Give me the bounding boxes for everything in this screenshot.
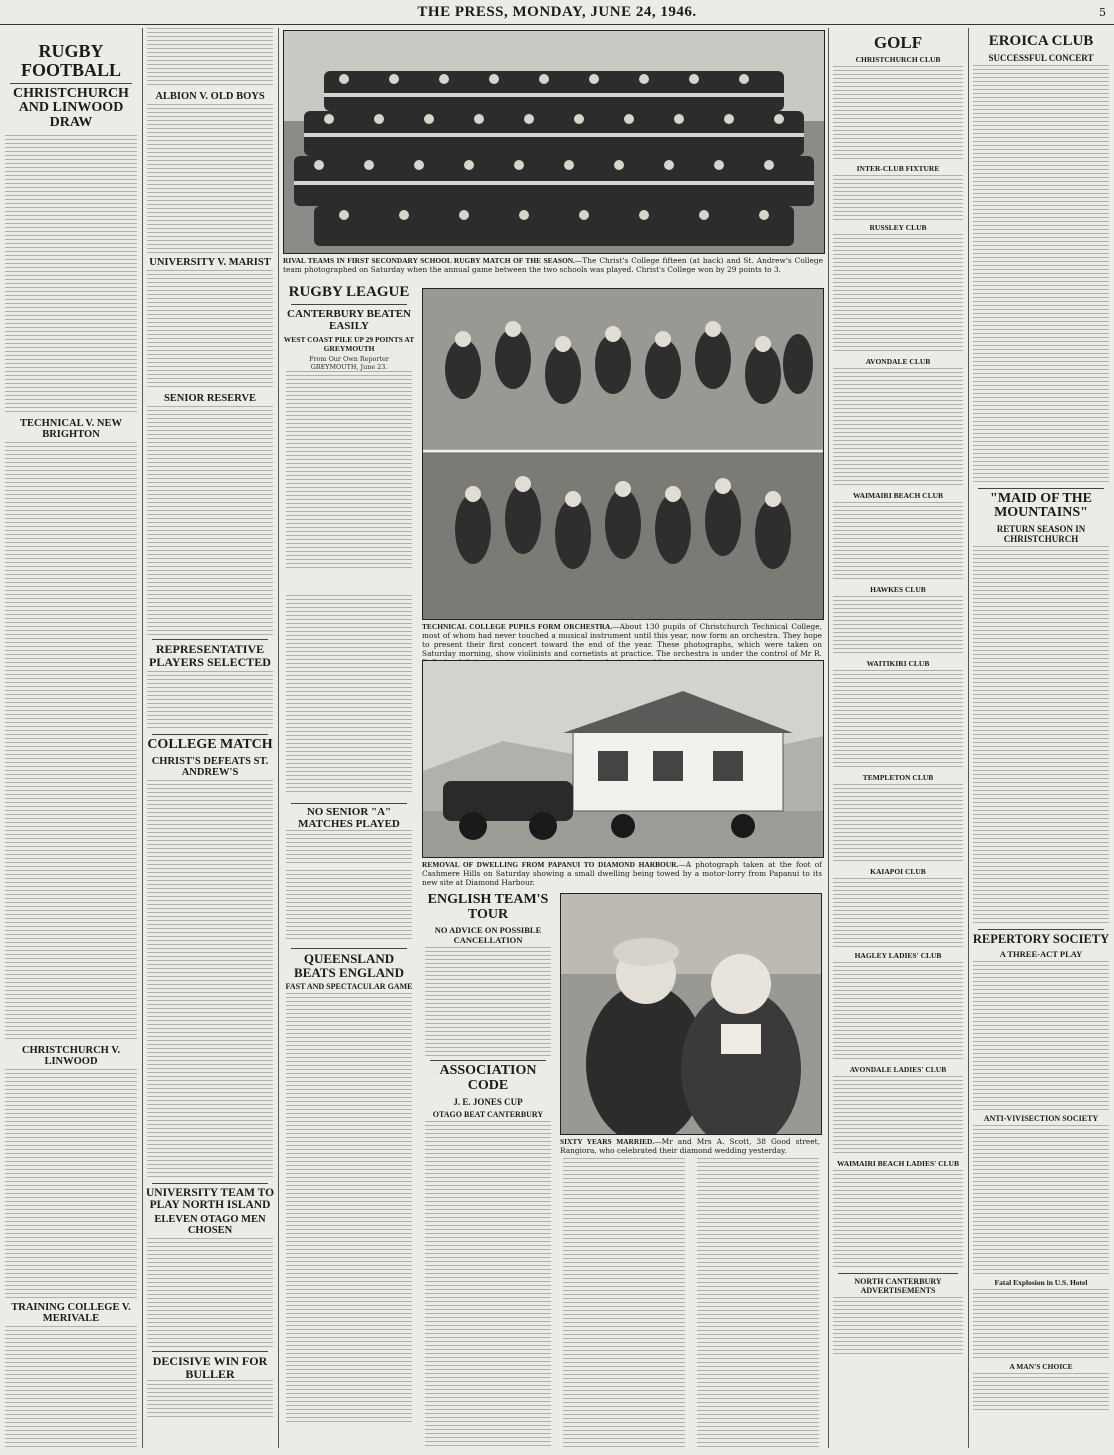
article-text: [973, 1289, 1109, 1359]
subheading: TRAINING COLLEGE V. MERIVALE: [11, 1301, 131, 1324]
divider: [291, 948, 407, 949]
divider: [430, 1060, 546, 1061]
caption-lead: RIVAL TEAMS IN FIRST SECONDARY SCHOOL RUGBY MATCH OF THE SEASON.: [283, 256, 575, 265]
subheading: Fatal Explosion in U.S. Hotel: [994, 1278, 1088, 1288]
article-text: [147, 28, 273, 88]
divider: [291, 304, 407, 305]
article-text: [5, 135, 137, 415]
caption-text: —A photograph taken at the foot of Cashmere Hills on Saturday showing a small dwelling being towed by a motor-lorry from Papanui to its new site at Diamond Harbour.: [422, 860, 822, 887]
subheading: J. E. JONES CUP: [453, 1096, 523, 1107]
rugby-league-heading: RUGBY LEAGUE: [288, 285, 410, 300]
article-text: [973, 961, 1109, 1111]
article-text: [833, 1297, 963, 1357]
article-text: [833, 962, 963, 1062]
article-text: [563, 1158, 685, 1448]
university-team-heading: UNIVERSITY TEAM TO PLAY NORTH ISLAND: [145, 1186, 275, 1211]
subheading: A THREE-ACT PLAY: [999, 949, 1083, 960]
rugby-league-article: [283, 285, 415, 590]
subheading: SENIOR RESERVE: [163, 393, 257, 404]
subheading: CANTERBURY BEATEN EASILY: [287, 307, 411, 332]
subheading: ELEVEN OTAGO MEN CHOSEN: [154, 1214, 266, 1236]
diamond-wedding-image: [561, 894, 821, 1134]
column-rule: [828, 28, 829, 1448]
column-rule: [968, 28, 969, 1448]
subheading: FAST AND SPECTACULAR GAME: [285, 982, 413, 992]
article-text: [833, 596, 963, 656]
rugby-teams-photo: [283, 30, 825, 254]
subheading: CHRISTCHURCH CLUB: [855, 54, 941, 64]
christchurch-linwood-heading: CHRISTCHURCH AND LINWOOD DRAW: [13, 85, 129, 131]
subheading: ALBION V. OLD BOYS: [155, 91, 265, 102]
subheading: NORTH CANTERBURY ADVERTISEMENTS: [854, 1276, 942, 1295]
article-text: [286, 870, 412, 940]
subheading: NO ADVICE ON POSSIBLE CANCELLATION: [434, 925, 542, 946]
no-senior-article: [283, 800, 415, 860]
divider: [152, 1183, 268, 1184]
english-team-heading: ENGLISH TEAM'S TOUR: [427, 893, 549, 922]
subheading: UNIVERSITY V. MARIST: [149, 257, 271, 268]
representative-players-heading: REPRESENTATIVE PLAYERS SELECTED: [149, 642, 271, 669]
divider: [152, 1351, 268, 1352]
article-text: [833, 784, 963, 864]
newspaper-title: THE PRESS, MONDAY, JUNE 24, 1946.: [417, 4, 697, 20]
association-continued: [560, 1158, 688, 1448]
eroica-club-heading: EROICA CLUB: [988, 33, 1094, 49]
article-text: [833, 234, 963, 354]
dateline: From Our Own Reporter GREYMOUTH, June 23.: [309, 354, 389, 371]
article-text: [697, 1158, 819, 1448]
article-text: [833, 368, 963, 488]
caption-text: —The Christ's College fifteen (at back) and St. Andrew's College team photographed on Saturday when the annual game between the two schools was played. Christ's College won by 29 points to 3.: [283, 256, 823, 274]
diamond-wedding-caption: [560, 1137, 820, 1155]
divider: [10, 83, 132, 84]
article-text: [833, 1076, 963, 1156]
article-text: [833, 670, 963, 770]
association-continued-2: [694, 1158, 822, 1448]
article-text: [425, 947, 551, 1057]
column-rule: [142, 28, 143, 1448]
caption-text: —About 130 pupils of Christchurch Technical College, most of whom had never touched a musical instrument until this year, now form an orchestra. They hope to present their first concert toward the end of the year. These photographs, which were taken on Saturday morning, show violinists and cornetists at practice. The orchestra is under the control of Mr R.: [422, 622, 822, 658]
subheading: RUSSLEY CLUB: [869, 222, 927, 232]
college-match-heading: COLLEGE MATCH: [147, 737, 273, 753]
subheading: A MAN'S CHOICE: [1009, 1362, 1073, 1372]
article-text: [286, 371, 412, 571]
english-team-article: [422, 893, 554, 1448]
caption-lead: REMOVAL OF DWELLING FROM PAPANUI TO DIAMOND HARBOUR.: [422, 860, 679, 869]
house-removal-image: [423, 661, 823, 857]
subheading: AVONDALE CLUB: [865, 356, 931, 366]
orchestra-photo: [422, 288, 824, 620]
subheading: CHRIST'S DEFEATS ST. ANDREW'S: [151, 755, 269, 778]
subheading: TECHNICAL V. NEW BRIGHTON: [19, 417, 123, 440]
article-text: [286, 993, 412, 1423]
rugby-heading: RUGBY FOOTBALL: [20, 41, 122, 80]
column-right: [970, 28, 1112, 1448]
article-text: [833, 1170, 963, 1270]
rugby-teams-image: [284, 31, 824, 253]
subheading: HAGLEY LADIES' CLUB: [854, 950, 942, 960]
article-text: [973, 65, 1109, 485]
subheading: WAIMAIRI BEACH LADIES' CLUB: [837, 1158, 959, 1168]
subheading: TEMPLETON CLUB: [862, 772, 934, 782]
buller-heading: DECISIVE WIN FOR BULLER: [152, 1354, 268, 1381]
article-text: [425, 1121, 551, 1448]
article-text: [833, 502, 963, 582]
rugby-league-continued: [283, 595, 415, 795]
subheading: WAIMAIRI BEACH CLUB: [852, 490, 943, 500]
article-text: [5, 442, 137, 1042]
article-text: [147, 104, 273, 254]
subheading: AVONDALE LADIES' CLUB: [849, 1064, 947, 1074]
article-text: [973, 1125, 1109, 1275]
article-text: [286, 830, 412, 866]
column-rule: [278, 28, 279, 1448]
caption-lead: TECHNICAL COLLEGE PUPILS FORM ORCHESTRA.: [422, 622, 613, 631]
subheading: SUCCESSFUL CONCERT: [988, 52, 1094, 63]
article-text: [147, 406, 273, 636]
caption-lead: SIXTY YEARS MARRIED.: [560, 1137, 655, 1146]
subheading: RETURN SEASON IN CHRISTCHURCH: [996, 524, 1086, 545]
rugby-photo-caption: [283, 256, 823, 274]
column-rugby-2: [144, 28, 276, 1448]
golf-heading: GOLF: [873, 33, 923, 52]
repertory-society-heading: REPERTORY SOCIETY: [972, 932, 1110, 947]
orchestra-image: [423, 289, 823, 619]
queensland-article: [283, 945, 415, 1445]
masthead: [0, 0, 1114, 25]
article-text: [147, 1238, 273, 1348]
subheading: ANTI-VIVISECTION SOCIETY: [983, 1114, 1099, 1124]
subheading: INTER-CLUB FIXTURE: [856, 163, 940, 173]
subheading: CHRISTCHURCH V. LINWOOD: [21, 1044, 121, 1067]
article-text: [5, 1069, 137, 1299]
article-text: [5, 1326, 137, 1448]
subheading: HAWKES CLUB: [870, 584, 926, 594]
divider: [838, 1273, 958, 1274]
house-removal-caption: [422, 860, 822, 887]
diamond-wedding-photo: [560, 893, 822, 1135]
column-rugby: [2, 28, 140, 1448]
no-senior-text: [283, 870, 415, 940]
subheading: WAITIKIRI CLUB: [866, 658, 930, 668]
article-text: [973, 546, 1109, 926]
article-text: [147, 1380, 273, 1420]
divider: [978, 488, 1104, 489]
corner-mark: 5: [1099, 6, 1106, 19]
article-text: [833, 66, 963, 161]
divider: [152, 639, 268, 640]
divider: [291, 803, 407, 804]
subheading: KAIAPOI CLUB: [870, 866, 926, 876]
no-senior-heading: NO SENIOR "A" MATCHES PLAYED: [298, 806, 400, 830]
article-text: [286, 595, 412, 795]
subheading: OTAGO BEAT CANTERBURY: [432, 1109, 544, 1119]
article-text: [833, 175, 963, 220]
house-removal-photo: [422, 660, 824, 858]
column-golf: [830, 28, 966, 1448]
subheading: WEST COAST PILE UP 29 POINTS AT GREYMOUTH: [283, 334, 415, 353]
maid-of-mountains-heading: "MAID OF THE MOUNTAINS": [990, 490, 1092, 521]
caption-text: —Mr and Mrs A. Scott, 38 Good street, Rangiora, who celebrated their diamond wedding yesterday.: [560, 1137, 820, 1155]
article-text: [147, 780, 273, 1180]
divider: [978, 929, 1104, 930]
article-text: [147, 270, 273, 390]
divider: [152, 734, 268, 735]
article-text: [147, 671, 273, 731]
article-text: [833, 878, 963, 948]
association-heading: ASSOCIATION CODE: [439, 1063, 537, 1094]
article-text: [973, 1373, 1109, 1413]
queensland-heading: QUEENSLAND BEATS ENGLAND: [294, 951, 404, 980]
